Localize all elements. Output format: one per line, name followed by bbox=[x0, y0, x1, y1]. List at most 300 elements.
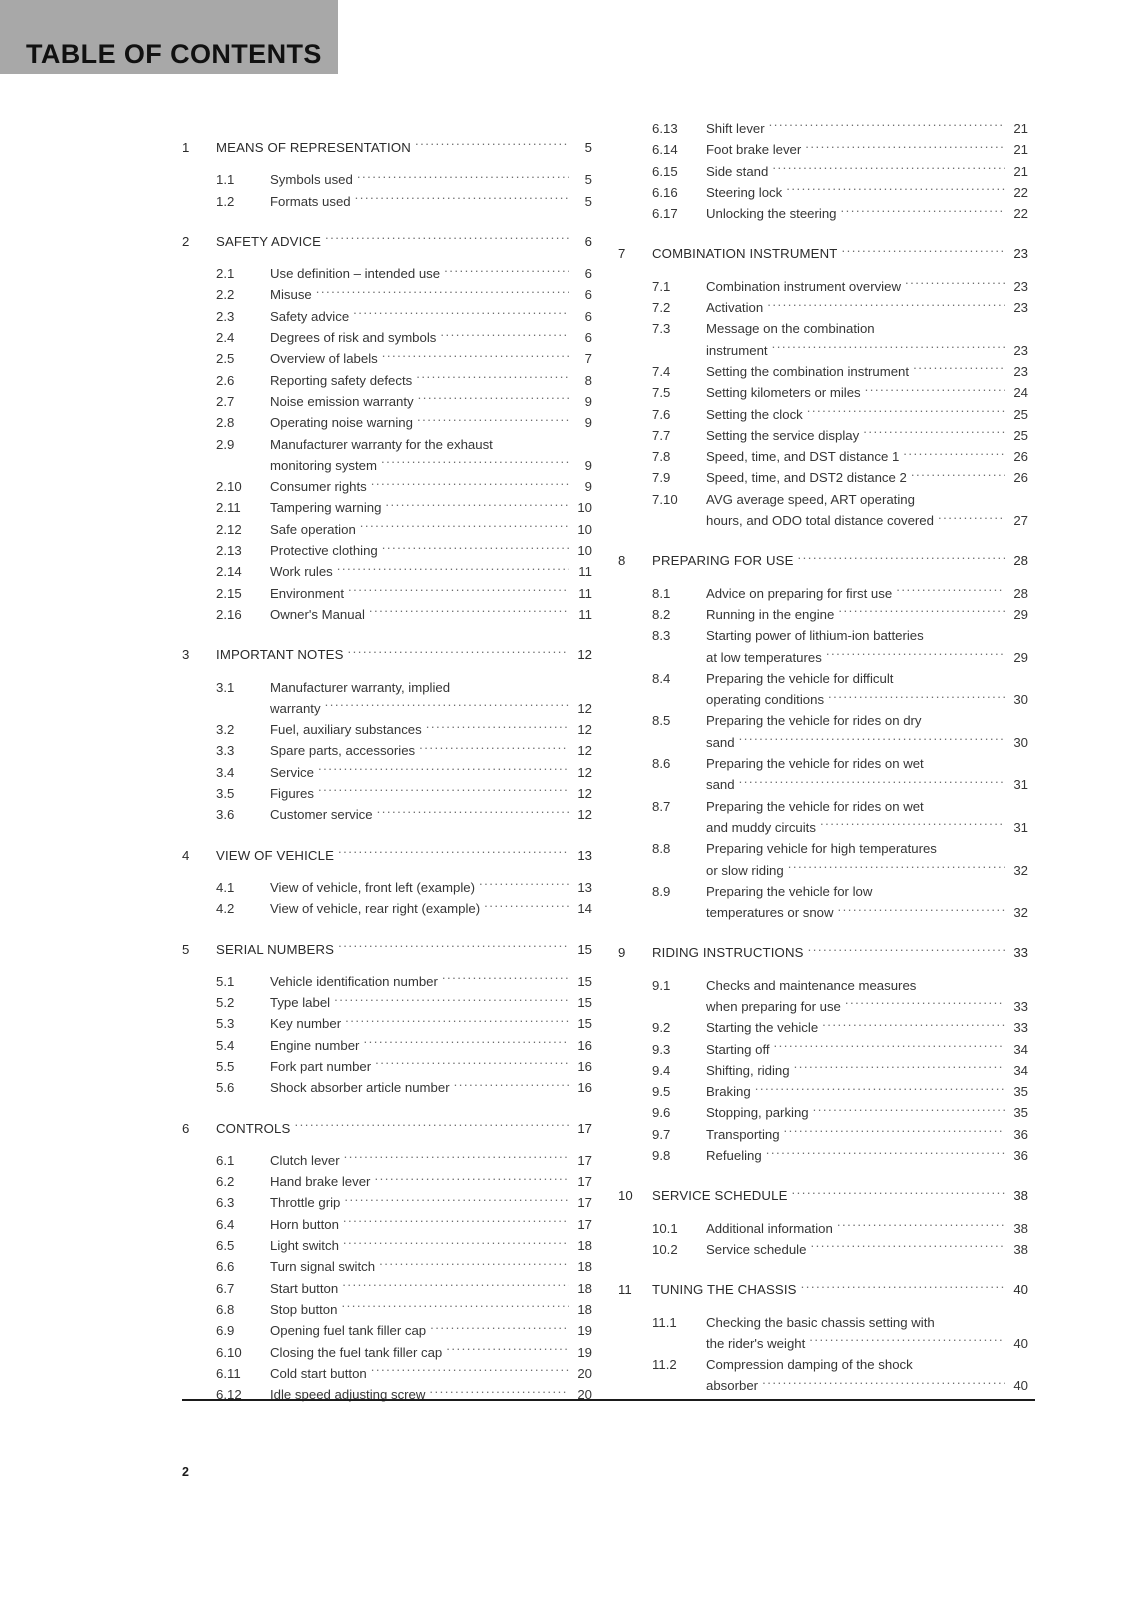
toc-entry-number: 3 bbox=[182, 647, 190, 663]
toc-entry[interactable] bbox=[618, 1102, 1028, 1123]
toc-entry[interactable] bbox=[182, 604, 592, 625]
toc-entry-title: Tampering warning bbox=[270, 500, 382, 516]
toc-entry[interactable] bbox=[182, 677, 592, 698]
toc-entry[interactable] bbox=[182, 971, 592, 992]
toc-entry[interactable] bbox=[618, 774, 1028, 795]
toc-entry-number: 2.3 bbox=[216, 308, 235, 324]
toc-entry[interactable] bbox=[618, 1218, 1028, 1239]
toc-leader-dots bbox=[345, 1015, 569, 1028]
toc-entry-title: Use definition – intended use bbox=[270, 266, 441, 282]
toc-entry-number: 2.4 bbox=[216, 330, 235, 346]
toc-leader-dots bbox=[809, 1335, 1005, 1348]
toc-entry[interactable] bbox=[618, 625, 1028, 646]
toc-entry-number: 5.1 bbox=[216, 973, 235, 989]
toc-entry[interactable] bbox=[182, 412, 592, 433]
toc-leader-dots bbox=[316, 286, 569, 299]
toc-entry-page: 17 bbox=[577, 1216, 592, 1232]
toc-entry-number: 7.9 bbox=[652, 470, 671, 486]
toc-entry[interactable] bbox=[618, 203, 1028, 224]
toc-entry[interactable] bbox=[618, 975, 1028, 996]
toc-entry-page: 22 bbox=[1013, 184, 1028, 200]
toc-entry-title: Horn button bbox=[270, 1216, 339, 1232]
toc-entry[interactable] bbox=[182, 698, 592, 719]
toc-entry[interactable] bbox=[182, 231, 592, 252]
toc-entry-title: Closing the fuel tank filler cap bbox=[270, 1344, 443, 1360]
toc-leader-dots bbox=[377, 806, 569, 819]
toc-entry[interactable] bbox=[182, 137, 592, 158]
toc-entry[interactable] bbox=[618, 161, 1028, 182]
toc-entry-number: 5.2 bbox=[216, 995, 235, 1011]
toc-entry-number: 3.2 bbox=[216, 722, 235, 738]
toc-entry-page: 30 bbox=[1013, 734, 1028, 750]
toc-entry-title: View of vehicle, front left (example) bbox=[270, 879, 475, 895]
toc-entry[interactable] bbox=[182, 284, 592, 305]
toc-entry[interactable] bbox=[182, 1035, 592, 1056]
toc-entry-number: 6.10 bbox=[216, 1344, 242, 1360]
toc-leader-dots bbox=[385, 499, 569, 512]
toc-entry-page: 30 bbox=[1013, 692, 1028, 708]
toc-leader-dots bbox=[371, 478, 569, 491]
toc-entry-page: 6 bbox=[584, 308, 592, 324]
toc-entry-page: 16 bbox=[577, 1058, 592, 1074]
toc-entry-page: 9 bbox=[584, 479, 592, 495]
toc-entry-title: PREPARING FOR USE bbox=[652, 553, 794, 569]
toc-entry-page: 23 bbox=[1013, 246, 1028, 262]
toc-entry-title: Shock absorber article number bbox=[270, 1080, 450, 1096]
toc-leader-dots bbox=[865, 384, 1005, 397]
toc-leader-dots bbox=[766, 1147, 1005, 1160]
toc-entry-title: Manufacturer warranty, implied bbox=[270, 679, 451, 695]
toc-entry-number: 10 bbox=[618, 1188, 633, 1204]
toc-entry-number: 7.1 bbox=[652, 278, 671, 294]
toc-entry[interactable] bbox=[182, 1150, 592, 1171]
toc-leader-dots bbox=[379, 1258, 569, 1271]
toc-entry-title: Preparing the vehicle for rides on wet bbox=[706, 756, 924, 772]
toc-entry[interactable] bbox=[182, 898, 592, 919]
toc-entry-title: Hand brake lever bbox=[270, 1174, 371, 1190]
toc-entry-title: Reporting safety defects bbox=[270, 372, 413, 388]
toc-entry[interactable] bbox=[182, 992, 592, 1013]
toc-leader-dots bbox=[342, 1279, 569, 1292]
toc-entry-page: 29 bbox=[1013, 649, 1028, 665]
toc-entry[interactable] bbox=[618, 467, 1028, 488]
toc-entry-page: 15 bbox=[577, 941, 592, 957]
toc-entry[interactable] bbox=[618, 583, 1028, 604]
toc-entry-number: 6.12 bbox=[216, 1387, 242, 1403]
toc-entry-number: 5.4 bbox=[216, 1037, 235, 1053]
toc-entry[interactable] bbox=[618, 996, 1028, 1017]
toc-entry-page: 36 bbox=[1013, 1126, 1028, 1142]
toc-entry-page: 25 bbox=[1013, 427, 1028, 443]
toc-entry[interactable] bbox=[182, 939, 592, 960]
toc-entry-number: 8.7 bbox=[652, 798, 671, 814]
toc-entry-page: 10 bbox=[577, 543, 592, 559]
toc-entry[interactable] bbox=[182, 1214, 592, 1235]
toc-entry[interactable] bbox=[618, 1017, 1028, 1038]
toc-entry-title: Foot brake lever bbox=[706, 142, 802, 158]
toc-entry-title: AVG average speed, ART operating bbox=[706, 491, 915, 507]
toc-entry[interactable] bbox=[182, 644, 592, 665]
toc-entry[interactable] bbox=[618, 425, 1028, 446]
toc-entry-number: 4.1 bbox=[216, 879, 235, 895]
toc-leader-dots bbox=[798, 552, 1005, 565]
toc-entry[interactable] bbox=[618, 446, 1028, 467]
toc-entry-title: Shift lever bbox=[706, 121, 765, 136]
toc-entry-number: 2.9 bbox=[216, 436, 235, 452]
toc-entry-title: Overview of labels bbox=[270, 351, 378, 367]
toc-entry-title: Speed, time, and DST distance 1 bbox=[706, 449, 900, 465]
toc-entry[interactable] bbox=[182, 740, 592, 761]
toc-entry-number: 6.8 bbox=[216, 1301, 235, 1317]
toc-entry-number: 9.3 bbox=[652, 1041, 671, 1057]
toc-entry-title: Preparing the vehicle for low bbox=[706, 883, 873, 899]
toc-entry-title: Stop button bbox=[270, 1301, 338, 1317]
toc-entry-page: 18 bbox=[577, 1301, 592, 1317]
toc-leader-dots bbox=[444, 265, 569, 278]
toc-entry[interactable] bbox=[182, 434, 592, 455]
toc-entry[interactable] bbox=[618, 1312, 1028, 1333]
toc-leader-dots bbox=[772, 162, 1005, 175]
toc-entry[interactable] bbox=[182, 1235, 592, 1256]
toc-entry-page: 24 bbox=[1013, 385, 1028, 401]
toc-entry-title: Refueling bbox=[706, 1148, 762, 1164]
toc-entry-page: 10 bbox=[577, 500, 592, 516]
toc-entry-page: 17 bbox=[577, 1195, 592, 1211]
toc-entry[interactable] bbox=[182, 583, 592, 604]
toc-entry-number: 2.1 bbox=[216, 266, 235, 282]
toc-entry-page: 23 bbox=[1013, 278, 1028, 294]
toc-entry[interactable] bbox=[618, 340, 1028, 361]
toc-entry-page: 12 bbox=[577, 764, 592, 780]
toc-entry[interactable] bbox=[182, 263, 592, 284]
toc-leader-dots bbox=[792, 1187, 1005, 1200]
toc-entry-page: 33 bbox=[1013, 945, 1028, 961]
toc-entry[interactable] bbox=[182, 1256, 592, 1277]
toc-entry-title: Fork part number bbox=[270, 1058, 372, 1074]
toc-entry[interactable] bbox=[182, 540, 592, 561]
toc-entry-number: 5 bbox=[182, 941, 190, 957]
toc-entry-title: Speed, time, and DST2 distance 2 bbox=[706, 470, 907, 486]
toc-entry-number: 2.16 bbox=[216, 606, 242, 622]
toc-leader-dots bbox=[325, 700, 569, 713]
toc-entry-number: 10.2 bbox=[652, 1241, 678, 1257]
toc-entry[interactable] bbox=[182, 191, 592, 212]
toc-entry-number: 5.3 bbox=[216, 1016, 235, 1032]
toc-entry-number: 9 bbox=[618, 945, 626, 961]
toc-entry-number: 3.5 bbox=[216, 786, 235, 802]
toc-entry-number: 2 bbox=[182, 233, 190, 249]
toc-entry[interactable] bbox=[182, 762, 592, 783]
toc-entry-title: Light switch bbox=[270, 1238, 339, 1254]
toc-entry[interactable] bbox=[618, 297, 1028, 318]
toc-entry[interactable] bbox=[182, 1320, 592, 1341]
toc-entry[interactable] bbox=[618, 139, 1028, 160]
toc-entry-page: 32 bbox=[1013, 905, 1028, 921]
toc-entry-page: 16 bbox=[577, 1080, 592, 1096]
toc-entry-number: 5.6 bbox=[216, 1080, 235, 1096]
toc-entry[interactable] bbox=[618, 1354, 1028, 1375]
toc-entry-title: Safe operation bbox=[270, 521, 356, 537]
toc-leader-dots bbox=[837, 1219, 1005, 1232]
toc-entry-title: Owner's Manual bbox=[270, 606, 365, 622]
toc-entry[interactable] bbox=[618, 647, 1028, 668]
toc-entry[interactable] bbox=[182, 1342, 592, 1363]
toc-entry-title: and muddy circuits bbox=[706, 819, 816, 835]
toc-leader-dots bbox=[913, 363, 1005, 376]
toc-leader-dots bbox=[294, 1119, 569, 1132]
toc-entry-number: 3.4 bbox=[216, 764, 235, 780]
toc-entry[interactable] bbox=[618, 668, 1028, 689]
toc-entry-number: 2.14 bbox=[216, 564, 242, 580]
toc-entry-title: Work rules bbox=[270, 564, 333, 580]
toc-entry-page: 34 bbox=[1013, 1062, 1028, 1078]
toc-entry-page: 12 bbox=[577, 786, 592, 802]
toc-entry-title: Shifting, riding bbox=[706, 1062, 790, 1078]
toc-entry[interactable] bbox=[618, 1185, 1028, 1206]
toc-entry[interactable] bbox=[618, 1060, 1028, 1081]
toc-entry-title: Consumer rights bbox=[270, 479, 367, 495]
toc-entry-page: 12 bbox=[577, 722, 592, 738]
toc-entry-page: 11 bbox=[578, 564, 592, 580]
toc-entry[interactable] bbox=[182, 1363, 592, 1384]
toc-entry-page: 29 bbox=[1013, 606, 1028, 622]
toc-leader-dots bbox=[417, 414, 569, 427]
toc-entry[interactable] bbox=[182, 804, 592, 825]
toc-entry[interactable] bbox=[618, 1124, 1028, 1145]
toc-entry[interactable] bbox=[618, 881, 1028, 902]
toc-entry[interactable] bbox=[618, 710, 1028, 731]
toc-entry[interactable] bbox=[618, 689, 1028, 710]
toc-entry-page: 6 bbox=[584, 287, 592, 303]
toc-entry-number: 7.10 bbox=[652, 491, 678, 507]
toc-leader-dots bbox=[863, 427, 1005, 440]
toc-entry[interactable] bbox=[618, 1279, 1028, 1300]
toc-entry-title: Noise emission warranty bbox=[270, 393, 414, 409]
toc-entry[interactable] bbox=[618, 604, 1028, 625]
toc-entry-number: 11 bbox=[618, 1282, 632, 1298]
toc-entry-number: 6.5 bbox=[216, 1238, 235, 1254]
toc-leader-dots bbox=[807, 405, 1005, 418]
toc-entry-page: 18 bbox=[577, 1238, 592, 1254]
toc-leader-dots bbox=[343, 1237, 569, 1250]
toc-entry[interactable] bbox=[618, 404, 1028, 425]
toc-entry[interactable] bbox=[182, 877, 592, 898]
toc-entry[interactable] bbox=[182, 370, 592, 391]
toc-entry[interactable] bbox=[182, 1299, 592, 1320]
toc-entry[interactable] bbox=[618, 318, 1028, 339]
toc-entry[interactable] bbox=[182, 391, 592, 412]
toc-entry[interactable] bbox=[182, 519, 592, 540]
toc-entry-title: Type label bbox=[270, 995, 331, 1011]
toc-entry-number: 8.8 bbox=[652, 841, 671, 857]
toc-leader-dots bbox=[446, 1343, 569, 1356]
toc-entry-title: Customer service bbox=[270, 807, 373, 823]
table-of-contents bbox=[0, 118, 1130, 1405]
toc-leader-dots bbox=[338, 846, 569, 859]
toc-leader-dots bbox=[769, 120, 1005, 133]
toc-entry-title: VIEW OF VEHICLE bbox=[216, 847, 335, 863]
toc-entry[interactable] bbox=[618, 550, 1028, 571]
toc-entry[interactable] bbox=[182, 455, 592, 476]
toc-entry[interactable] bbox=[618, 1375, 1028, 1396]
toc-entry-title: when preparing for use bbox=[706, 998, 841, 1014]
toc-entry-title: Turn signal switch bbox=[270, 1259, 376, 1275]
toc-entry-page: 26 bbox=[1013, 470, 1028, 486]
toc-entry[interactable] bbox=[618, 902, 1028, 923]
toc-entry[interactable] bbox=[182, 1384, 592, 1405]
toc-entry-number: 6.2 bbox=[216, 1174, 235, 1190]
toc-leader-dots bbox=[810, 1241, 1005, 1254]
toc-entry-number: 8 bbox=[618, 553, 626, 569]
toc-entry[interactable] bbox=[618, 838, 1028, 859]
toc-leader-dots bbox=[325, 233, 569, 246]
toc-entry[interactable] bbox=[618, 1145, 1028, 1166]
toc-entry-page: 12 bbox=[577, 807, 592, 823]
toc-entry[interactable] bbox=[618, 489, 1028, 510]
toc-entry-number: 6.14 bbox=[652, 142, 678, 158]
toc-entry-page: 28 bbox=[1013, 585, 1028, 601]
toc-entry[interactable] bbox=[618, 361, 1028, 382]
toc-entry[interactable] bbox=[618, 732, 1028, 753]
toc-entry-page: 17 bbox=[577, 1152, 592, 1168]
toc-entry[interactable] bbox=[182, 783, 592, 804]
toc-entry-page: 28 bbox=[1013, 553, 1028, 569]
toc-entry-number: 2.5 bbox=[216, 351, 235, 367]
toc-entry-number: 2.13 bbox=[216, 543, 242, 559]
toc-entry[interactable] bbox=[618, 182, 1028, 203]
toc-entry[interactable] bbox=[182, 561, 592, 582]
toc-entry-page: 19 bbox=[577, 1344, 592, 1360]
toc-leader-dots bbox=[355, 192, 569, 205]
toc-entry-title: SERIAL NUMBERS bbox=[216, 941, 335, 957]
toc-entry-title: Steering lock bbox=[706, 184, 783, 200]
toc-entry-title: Running in the engine bbox=[706, 606, 835, 622]
toc-entry[interactable] bbox=[182, 306, 592, 327]
toc-entry-number: 8.2 bbox=[652, 606, 671, 622]
toc-leader-dots bbox=[318, 785, 569, 798]
toc-entry-title: Additional information bbox=[706, 1220, 833, 1236]
toc-leader-dots bbox=[905, 278, 1005, 291]
toc-entry-number: 2.7 bbox=[216, 393, 235, 409]
toc-entry-page: 10 bbox=[577, 521, 592, 537]
toc-entry-number: 3.3 bbox=[216, 743, 235, 759]
toc-entry[interactable] bbox=[618, 860, 1028, 881]
toc-leader-dots bbox=[479, 879, 569, 892]
toc-entry-title: Starting off bbox=[706, 1041, 770, 1057]
toc-entry-page: 22 bbox=[1013, 206, 1028, 222]
toc-entry[interactable] bbox=[182, 169, 592, 190]
toc-entry-number: 6.6 bbox=[216, 1259, 235, 1275]
toc-entry[interactable] bbox=[618, 817, 1028, 838]
toc-entry-number: 7.6 bbox=[652, 406, 671, 422]
toc-entry[interactable] bbox=[182, 845, 592, 866]
toc-entry[interactable] bbox=[618, 1081, 1028, 1102]
toc-entry[interactable] bbox=[618, 276, 1028, 297]
toc-entry[interactable] bbox=[618, 243, 1028, 264]
toc-entry[interactable] bbox=[618, 942, 1028, 963]
toc-entry[interactable] bbox=[182, 1013, 592, 1034]
toc-entry[interactable] bbox=[618, 1333, 1028, 1354]
toc-entry-page: 33 bbox=[1013, 998, 1028, 1014]
toc-leader-dots bbox=[808, 944, 1005, 957]
toc-entry-title: Starting the vehicle bbox=[706, 1020, 819, 1036]
toc-entry-title: absorber bbox=[706, 1378, 759, 1394]
toc-entry-title: Preparing the vehicle for difficult bbox=[706, 670, 894, 686]
toc-entry[interactable] bbox=[182, 348, 592, 369]
toc-entry-title: CONTROLS bbox=[216, 1120, 291, 1136]
toc-entry[interactable] bbox=[618, 753, 1028, 774]
toc-entry-page: 13 bbox=[577, 847, 592, 863]
toc-entry[interactable] bbox=[182, 1171, 592, 1192]
toc-entry-number: 4 bbox=[182, 847, 190, 863]
toc-entry-title: Braking bbox=[706, 1084, 751, 1100]
toc-entry[interactable] bbox=[618, 1039, 1028, 1060]
toc-entry-title: Setting the combination instrument bbox=[706, 363, 910, 379]
toc-entry-number: 6.16 bbox=[652, 184, 678, 200]
toc-leader-dots bbox=[369, 606, 569, 619]
toc-entry-title: Checks and maintenance measures bbox=[706, 977, 917, 993]
toc-leader-dots bbox=[418, 393, 569, 406]
toc-entry-page: 31 bbox=[1013, 819, 1028, 835]
toc-leader-dots bbox=[440, 329, 569, 342]
toc-entry-number: 2.10 bbox=[216, 479, 242, 495]
toc-entry-page: 26 bbox=[1013, 449, 1028, 465]
toc-leader-dots bbox=[911, 469, 1005, 482]
toc-column-right bbox=[618, 118, 1028, 1405]
toc-entry-title: Environment bbox=[270, 585, 345, 601]
toc-leader-dots bbox=[820, 819, 1005, 832]
toc-entry[interactable] bbox=[182, 1278, 592, 1299]
toc-entry-number: 2.15 bbox=[216, 585, 242, 601]
toc-entry[interactable] bbox=[182, 1056, 592, 1077]
toc-entry[interactable] bbox=[182, 1118, 592, 1139]
toc-entry[interactable] bbox=[182, 1192, 592, 1213]
toc-entry-title: Clutch lever bbox=[270, 1152, 340, 1168]
toc-entry-page: 21 bbox=[1013, 121, 1028, 136]
toc-entry-title: operating conditions bbox=[706, 692, 825, 708]
toc-entry-title: Combination instrument overview bbox=[706, 278, 901, 294]
toc-entry[interactable] bbox=[182, 497, 592, 518]
toc-entry[interactable] bbox=[182, 327, 592, 348]
toc-entry-page: 25 bbox=[1013, 406, 1028, 422]
toc-leader-dots bbox=[767, 299, 1005, 312]
toc-entry-number: 11.1 bbox=[652, 1314, 677, 1330]
toc-entry-page: 38 bbox=[1013, 1188, 1028, 1204]
toc-entry-title: Start button bbox=[270, 1280, 339, 1296]
toc-entry[interactable] bbox=[182, 719, 592, 740]
toc-entry-title: Message on the combination bbox=[706, 321, 875, 337]
toc-entry-title: or slow riding bbox=[706, 862, 784, 878]
toc-leader-dots bbox=[784, 1126, 1005, 1139]
toc-leader-dots bbox=[360, 521, 569, 534]
toc-entry-page: 18 bbox=[577, 1280, 592, 1296]
toc-entry-page: 35 bbox=[1013, 1105, 1028, 1121]
toc-entry-title: Operating noise warning bbox=[270, 415, 413, 431]
toc-entry[interactable] bbox=[618, 1239, 1028, 1260]
toc-entry-title: Protective clothing bbox=[270, 543, 378, 559]
toc-entry-number: 2.11 bbox=[216, 500, 241, 516]
toc-entry[interactable] bbox=[618, 118, 1028, 139]
toc-entry-number: 9.2 bbox=[652, 1020, 671, 1036]
toc-entry[interactable] bbox=[182, 1077, 592, 1098]
toc-entry-number: 7.7 bbox=[652, 427, 671, 443]
toc-entry[interactable] bbox=[618, 510, 1028, 531]
toc-entry-page: 15 bbox=[577, 973, 592, 989]
toc-entry-number: 2.12 bbox=[216, 521, 242, 537]
toc-entry[interactable] bbox=[618, 382, 1028, 403]
toc-entry[interactable] bbox=[618, 796, 1028, 817]
toc-entry[interactable] bbox=[182, 476, 592, 497]
